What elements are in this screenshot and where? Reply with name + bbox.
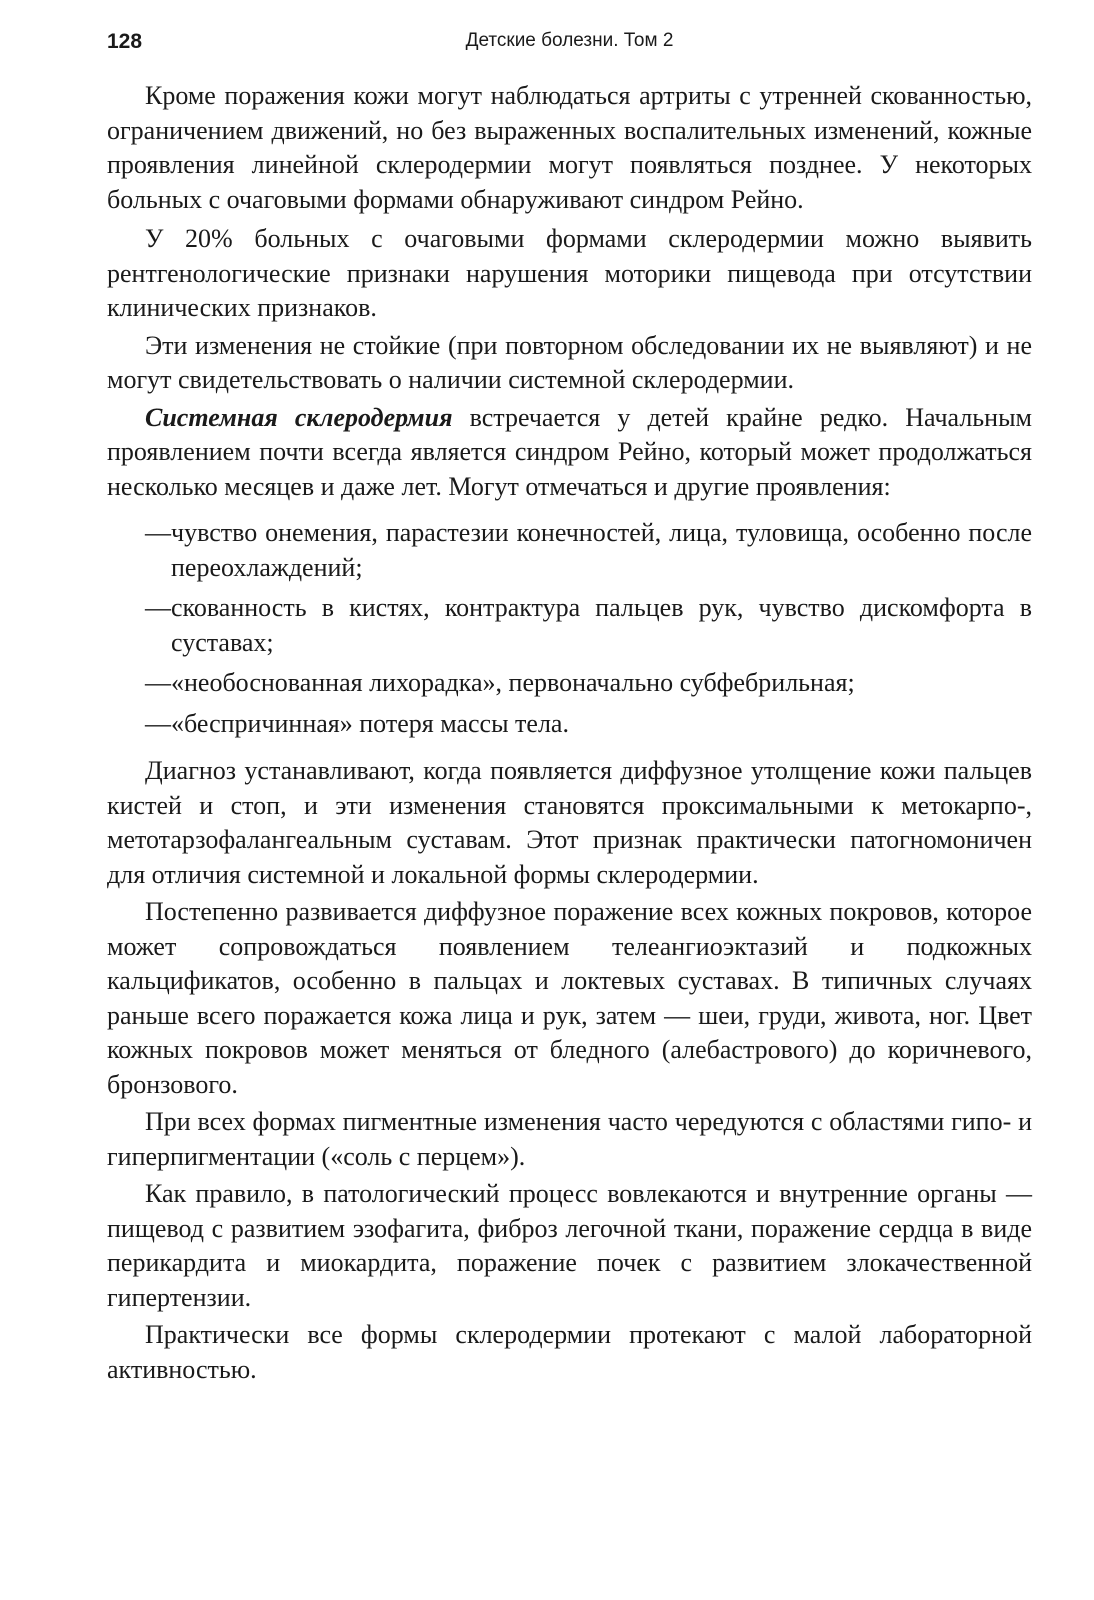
list-item-text: скованность в кистях, контрактура пальцев рук, чувство дискомфорта в суставах; bbox=[171, 593, 1032, 657]
dash-marker: — bbox=[145, 668, 171, 697]
list-item bbox=[107, 707, 1032, 742]
list-item bbox=[107, 516, 1032, 585]
list-item bbox=[107, 666, 1032, 701]
paragraph: Кроме поражения кожи могут наблюдаться артриты с утренней скованностью, ограничением движений, но без выраженных воспалительных изменений, кожные проявления линейной склеродермии могут появляться позднее. У некоторых больных с очаговыми формами обнаруживают синдром Рейно. bbox=[107, 81, 1032, 214]
book-title: Детские болезни. Том 2 bbox=[465, 30, 674, 51]
page-number: 128 bbox=[107, 30, 143, 53]
dash-marker: — bbox=[145, 518, 171, 547]
paragraph: Диагноз устанавливают, когда появляется диффузное утолщение кожи пальцев кистей и стоп, и эти изменения становятся проксимальными к метокарпо-, метотарзофалангеальным суставам. Этот признак практически патогномоничен для отличия системной и локальной формы склеродермии. bbox=[107, 756, 1032, 889]
dash-marker: — bbox=[145, 708, 171, 738]
symptom-list bbox=[107, 516, 1032, 741]
running-header bbox=[107, 30, 1032, 56]
paragraph: Постепенно развивается диффузное поражение всех кожных покровов, которое может сопровождаться появлением телеангиоэктазий и подкожных кальцификатов, особенно в пальцах и локтевых суставах. В типичных случаях раньше всего поражается кожа лица и рук, затем — шеи, груди, живота, ног. Цвет кожных покровов может меняться от бледного (алебастрового) до коричневого, бронзового. bbox=[107, 897, 1032, 1099]
systemic-scleroderma-paragraph bbox=[107, 401, 1032, 505]
list-item-text: «необоснованная лихорадка», первоначально субфебрильная; bbox=[171, 668, 855, 697]
paragraph: У 20% больных с очаговыми формами склеродермии можно выявить рентгенологические признаки нарушения моторики пищевода при отсутствии клинических признаков. bbox=[107, 224, 1032, 322]
body-text bbox=[107, 79, 1032, 1390]
paragraph: Как правило, в патологический процесс вовлекаются и внутренние органы — пищевод с развитием эзофагита, фиброз легочной ткани, поражение сердца в виде перикардита и миокардита, поражение почек с развитием злокачественной гипертензии. bbox=[107, 1179, 1032, 1312]
paragraph: При всех формах пигментные изменения часто чередуются с областями гипо- и гиперпигментации («соль с перцем»). bbox=[107, 1107, 1032, 1171]
paragraph: Практически все формы склеродермии протекают с малой лабораторной активностью. bbox=[107, 1320, 1032, 1384]
list-item-text: «беспричинная» потеря массы тела. bbox=[171, 708, 569, 738]
paragraph: Эти изменения не стойкие (при повторном обследовании их не выявляют) и не могут свидетельствовать о наличии системной склеродермии. bbox=[107, 330, 1032, 394]
paragraph-text: встречается у детей крайне редко. Начальным проявлением почти всегда является синдром Рейно, который может продолжаться несколько месяцев и даже лет. Могут отмечаться и другие проявления: bbox=[107, 402, 1032, 501]
list-item bbox=[107, 591, 1032, 660]
term-systemic-scleroderma: Системная склеродермия bbox=[145, 402, 453, 432]
dash-marker: — bbox=[145, 593, 171, 622]
list-item-text: чувство онемения, парастезии конечностей, лица, туловища, особенно после переохлаждений; bbox=[171, 518, 1032, 582]
